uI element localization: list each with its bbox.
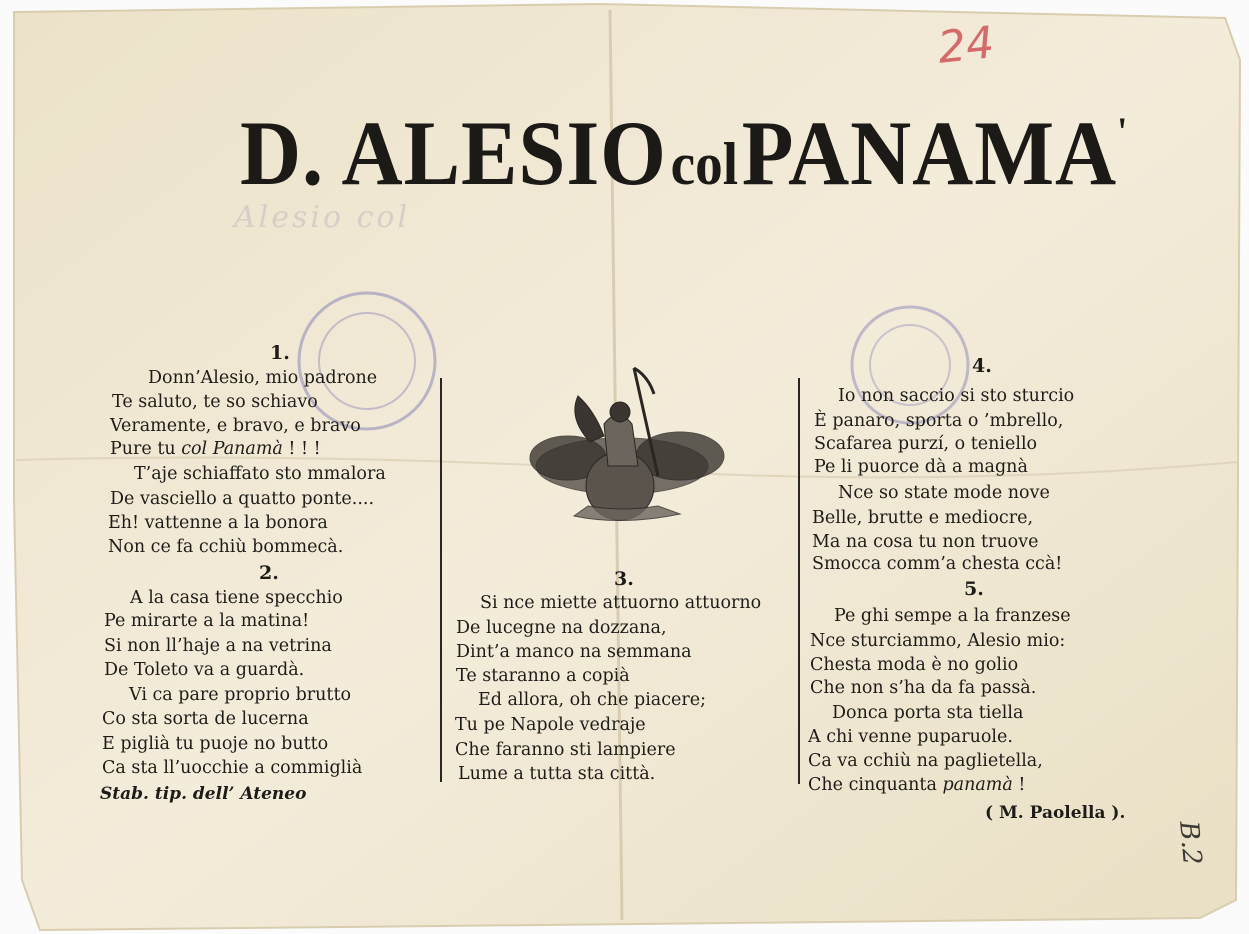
verse-line: E piglià tu puoje no butto	[102, 734, 329, 754]
stanza-number-1: 1.	[270, 342, 290, 364]
verse-line: Che faranno sti lampiere	[455, 740, 676, 760]
verse-line: Belle, brutte e mediocre,	[812, 508, 1034, 528]
broadside-title	[240, 100, 1128, 206]
printer-imprint: Stab. tip. dell’ Ateneo	[100, 784, 307, 804]
stanza-number-3: 3.	[614, 568, 634, 590]
verse-line: Co sta sorta de lucerna	[102, 709, 309, 729]
verse-line: Donca porta sta tiella	[832, 703, 1024, 723]
verse-line: È panaro, sporta o ’mbrello,	[814, 411, 1064, 431]
verse-line: A chi venne puparuole.	[808, 727, 1013, 747]
stanza-number-5: 5.	[964, 578, 984, 600]
verse-line: Pe mirarte a la matina!	[104, 611, 310, 631]
verse-line: Che non s’ha da fa passà.	[810, 678, 1037, 698]
author-signature: ( M. Paolella ).	[985, 803, 1126, 823]
verse-line: De Toleto va a guardà.	[104, 660, 305, 680]
title-part-1: D. ALESIO	[240, 102, 667, 204]
verse-line: Nce sturciammo, Alesio mio:	[810, 631, 1066, 651]
verse-line: Smocca comm’a chesta ccà!	[812, 554, 1063, 574]
faint-handwriting: Alesio col	[234, 200, 411, 235]
verse-line: De vasciello a quatto ponte....	[110, 489, 375, 509]
verse-line: Pe li puorce dà a magnà	[814, 457, 1028, 477]
verse-line: Pe ghi sempe a la franzese	[834, 606, 1071, 626]
column-rule-right	[798, 378, 800, 784]
title-part-2: PANAMA	[741, 102, 1118, 204]
verse-line: Te saluto, te so schiavo	[112, 392, 318, 412]
verse-line: Chesta moda è no golio	[810, 655, 1019, 675]
stanza-number-4: 4.	[972, 355, 992, 377]
verse-line: A la casa tiene specchio	[130, 588, 343, 608]
engraving-figure-on-globe	[508, 366, 736, 532]
title-col: col	[670, 131, 739, 197]
stanza-number-2: 2.	[259, 562, 279, 584]
ink-stamp-left	[292, 286, 442, 436]
title-accent: '	[1117, 109, 1128, 154]
column-rule-left	[440, 378, 442, 782]
verse-line: De lucegne na dozzana,	[456, 618, 667, 638]
verse-line: Ed allora, oh che piacere;	[478, 690, 706, 710]
verse-line: Dint’a manco na semmana	[456, 642, 692, 662]
verse-line: Eh! vattenne a la bonora	[108, 513, 328, 533]
verse-line: Si nce miette attuorno attuorno	[480, 593, 762, 613]
archive-number: 24	[935, 17, 997, 74]
verse-line: Che cinquanta panamà !	[808, 775, 1026, 795]
verse-line: Pure tu col Panamà ! ! !	[110, 439, 321, 459]
verse-line: T’aje schiaffato sto mmalora	[134, 464, 386, 484]
verse-line: Si non ll’haje a na vetrina	[104, 636, 332, 656]
verse-line: Veramente, e bravo, e bravo	[110, 416, 361, 436]
verse-line: Ma na cosa tu non truove	[812, 532, 1039, 552]
verse-line: Ca sta ll’uocchie a commiglià	[102, 758, 363, 778]
verse-line: Lume a tutta sta città.	[458, 764, 656, 784]
verse-line: Te staranno a copià	[456, 666, 630, 686]
verse-line: Tu pe Napole vedraje	[455, 715, 646, 735]
verse-line: Ca va cchiù na paglietella,	[808, 751, 1043, 771]
verse-line: Scafarea purzí, o teniello	[814, 434, 1038, 454]
verse-line: Io non saccio si sto sturcio	[838, 386, 1075, 406]
verse-line: Donn’Alesio, mio padrone	[148, 368, 378, 388]
verse-line: Vi ca pare proprio brutto	[129, 685, 352, 705]
verse-line: Nce so state mode nove	[838, 483, 1050, 503]
side-reference: B.2	[1173, 819, 1207, 867]
verse-line: Non ce fa cchiù bommecà.	[108, 537, 344, 557]
